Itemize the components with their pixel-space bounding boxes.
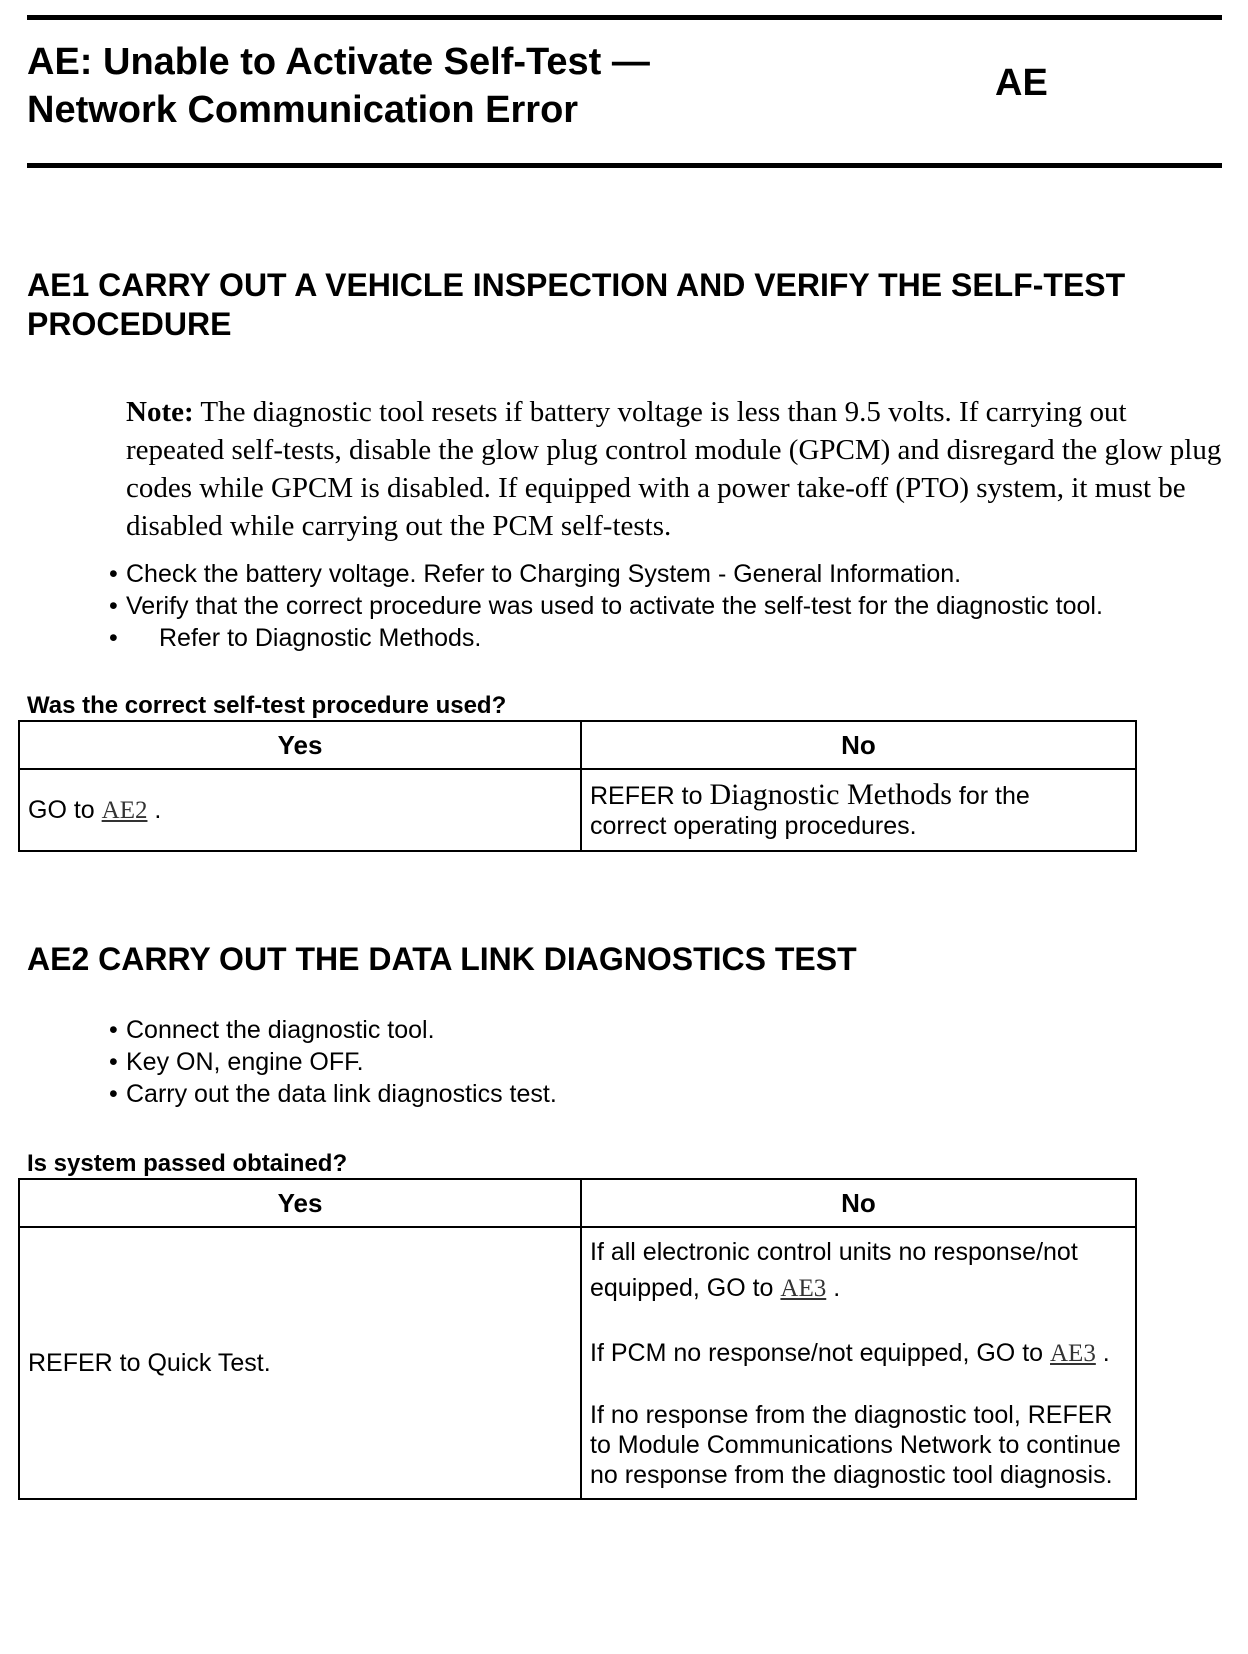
- table-row: [19, 769, 1136, 851]
- step-ae1-heading: AE1 CARRY OUT A VEHICLE INSPECTION AND VERIFY THE SELF-TEST PROCEDURE: [27, 267, 1126, 342]
- no-paragraph-1: [590, 1234, 1127, 1307]
- table-header-row: [19, 1179, 1136, 1227]
- no-paragraph-2: [590, 1335, 1127, 1372]
- bottom-rule: [27, 163, 1222, 168]
- note-block: [126, 393, 1231, 545]
- yes-header: Yes: [19, 1179, 581, 1227]
- list-item: • Carry out the data link diagnostics test.: [109, 1078, 557, 1110]
- page-title: [27, 38, 907, 134]
- section-code: AE: [995, 62, 1048, 104]
- step-ae1-bullet-list: [109, 558, 1103, 654]
- link-ae3[interactable]: AE3: [780, 1275, 827, 1302]
- yes-cell: REFER to Quick Test.: [19, 1227, 581, 1499]
- note-label: Note:: [126, 396, 194, 428]
- list-item: • Connect the diagnostic tool.: [109, 1014, 557, 1046]
- link-ae3[interactable]: AE3: [1050, 1340, 1096, 1367]
- list-item: • Verify that the correct procedure was used to activate the self-test for the diagnostic tool.: [109, 590, 1103, 622]
- note-text: The diagnostic tool resets if battery voltage is less than 9.5 volts. If carrying out repeated self-tests, disable the glow plug control module (GPCM) and disregard the glow plug codes while GPCM is disabled. If equipped with a power take-off (PTO) system, it must be disabled while carrying out the PCM self-tests.: [126, 396, 1222, 542]
- yes-header: Yes: [19, 721, 581, 769]
- no-cell: [581, 769, 1136, 851]
- step-ae1-decision-table: [18, 720, 1137, 852]
- list-item: • Check the battery voltage. Refer to Charging System - General Information.: [109, 558, 1103, 590]
- no-text-1: If all electronic control units no response/not equipped, GO to: [590, 1238, 1078, 1302]
- title-line-1: AE: Unable to Activate Self-Test —: [27, 41, 650, 83]
- table-row: [19, 1227, 1136, 1499]
- top-rule: [27, 15, 1222, 20]
- no-suffix-2: .: [1102, 1339, 1110, 1367]
- no-prefix: REFER to: [590, 781, 703, 810]
- no-paragraph-3: If no response from the diagnostic tool, REFER to Module Communications Network to continue no response from the diagnostic tool diagnosis.: [590, 1401, 1121, 1489]
- link-ae2[interactable]: AE2: [101, 796, 148, 824]
- step-ae1-question: Was the correct self-test procedure used?: [27, 692, 507, 719]
- no-cell: [581, 1227, 1136, 1499]
- no-suffix-2: correct operating procedures.: [590, 811, 917, 840]
- yes-cell: [19, 769, 581, 851]
- no-header: No: [581, 721, 1136, 769]
- list-item: • Key ON, engine OFF.: [109, 1046, 557, 1078]
- step-ae2-decision-table: [18, 1178, 1137, 1500]
- yes-suffix: .: [154, 795, 162, 824]
- step-ae2-question: Is system passed obtained?: [27, 1150, 348, 1177]
- diagnostic-methods-link[interactable]: Diagnostic Methods: [709, 777, 952, 811]
- step-ae2-bullet-list: [109, 1014, 557, 1110]
- title-line-2: Network Communication Error: [27, 89, 579, 131]
- no-header: No: [581, 1179, 1136, 1227]
- no-suffix-1: .: [833, 1274, 841, 1302]
- table-header-row: [19, 721, 1136, 769]
- no-suffix: for the: [958, 781, 1030, 810]
- list-item-continuation: • Refer to Diagnostic Methods.: [109, 622, 1103, 654]
- no-text-2: If PCM no response/not equipped, GO to: [590, 1339, 1044, 1367]
- step-ae2-heading: AE2 CARRY OUT THE DATA LINK DIAGNOSTICS TEST: [27, 941, 857, 977]
- yes-prefix: GO to: [28, 795, 95, 824]
